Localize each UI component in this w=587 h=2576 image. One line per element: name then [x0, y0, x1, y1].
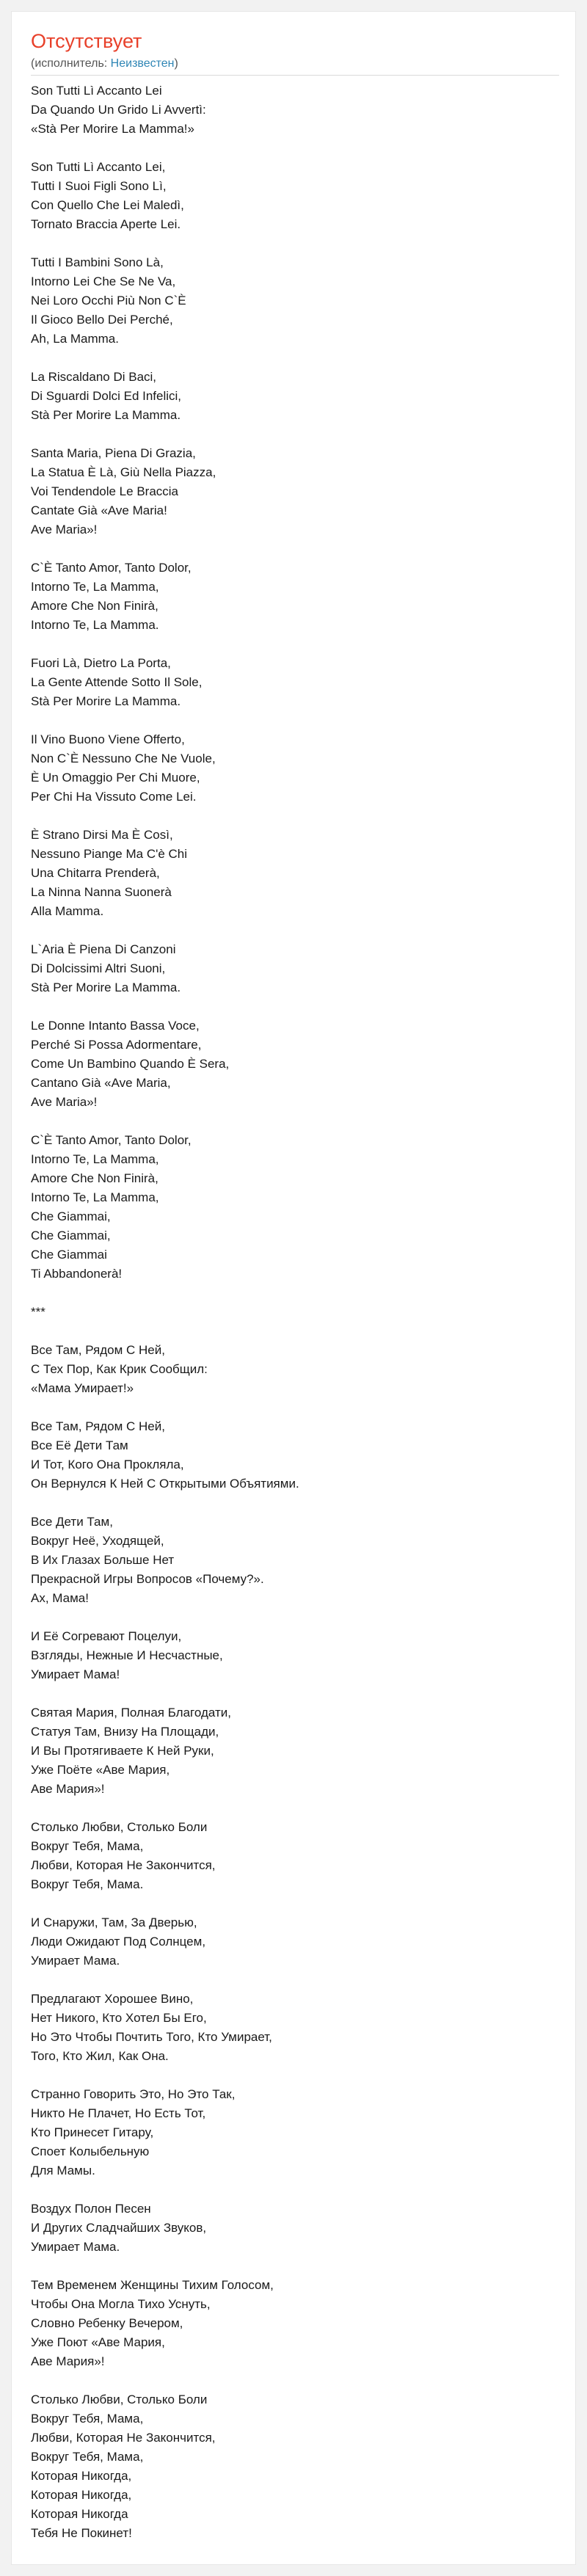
lyric-line: Прекрасной Игры Вопросов «Почему?».: [31, 1572, 264, 1586]
performer-prefix: (исполнитель:: [31, 57, 111, 70]
lyric-line: Alla Mamma.: [31, 904, 104, 918]
lyric-line: Тем Временем Женщины Тихим Голосом,: [31, 2278, 274, 2292]
lyric-line: Ave Maria»!: [31, 523, 98, 536]
stanza-gap: [31, 539, 566, 559]
lyric-line: Nei Loro Occhi Più Non C`È: [31, 294, 186, 308]
stanza-gap: [31, 635, 566, 654]
lyric-line: È Un Omaggio Per Chi Muore,: [31, 771, 200, 785]
lyric-line: Взгляды, Нежные И Несчастные,: [31, 1648, 223, 1662]
lyric-line: Intorno Lei Che Se Ne Va,: [31, 274, 176, 288]
lyric-line: Perché Si Possa Adormentare,: [31, 1038, 202, 1052]
lyric-line: Нет Никого, Кто Хотел Бы Его,: [31, 2011, 207, 2025]
lyric-line: Уже Поёте «Аве Мария,: [31, 1763, 170, 1777]
lyric-line: Уже Поют «Аве Мария,: [31, 2335, 165, 2349]
lyric-line: Вокруг Тебя, Мама,: [31, 2412, 144, 2426]
stanza-gap: [31, 1284, 566, 1303]
lyric-line: В Их Глазах Больше Нет: [31, 1553, 175, 1567]
lyric-line: La Gente Attende Sotto Il Sole,: [31, 675, 203, 689]
lyric-line: Per Chi Ha Vissuto Come Lei.: [31, 790, 197, 804]
lyric-line: Il Vino Buono Viene Offerto,: [31, 732, 185, 746]
lyric-line: Non C`È Nessuno Che Ne Vuole,: [31, 752, 216, 765]
stanza-gap: [31, 1493, 566, 1513]
stanza-gap: [31, 2066, 566, 2085]
lyric-line: Stà Per Morire La Mamma.: [31, 408, 181, 422]
lyric-line: Intorno Te, La Mamma.: [31, 618, 159, 632]
lyric-line: Которая Никогда,: [31, 2488, 132, 2502]
stanza-gap: [31, 921, 566, 940]
lyric-line: Tutti I Bambini Sono Là,: [31, 255, 164, 269]
lyric-line: Того, Кто Жил, Как Она.: [31, 2049, 169, 2063]
lyric-line: Ах, Мама!: [31, 1591, 89, 1605]
lyric-line: Ave Maria»!: [31, 1095, 98, 1109]
lyric-line: Умирает Мама.: [31, 2240, 120, 2254]
lyric-line: Все Дети Там,: [31, 1515, 113, 1529]
stanza-gap: [31, 807, 566, 826]
lyric-line: Fuori Là, Dietro La Porta,: [31, 656, 171, 670]
lyric-line: Святая Мария, Полная Благодати,: [31, 1706, 231, 1720]
lyric-line: C`È Tanto Amor, Tanto Dolor,: [31, 1133, 192, 1147]
lyric-line: И Снаружи, Там, За Дверью,: [31, 1915, 197, 1929]
lyric-line: Con Quello Che Lei Maledì,: [31, 198, 184, 212]
lyric-line: La Ninna Nanna Suonerà: [31, 885, 172, 899]
lyric-line: Come Un Bambino Quando È Sera,: [31, 1057, 230, 1071]
lyric-line: Любви, Которая Не Закончится,: [31, 1858, 216, 1872]
lyric-line: Amore Che Non Finirà,: [31, 599, 158, 613]
lyric-line: Da Quando Un Grido Li Avvertì:: [31, 103, 206, 117]
lyric-line: Stà Per Morire La Mamma.: [31, 694, 181, 708]
lyric-line: И Других Сладчайших Звуков,: [31, 2221, 207, 2235]
lyric-line: Тебя Не Покинет!: [31, 2526, 132, 2540]
lyric-line: Все Там, Рядом С Ней,: [31, 1343, 165, 1357]
lyric-line: Все Её Дети Там: [31, 1438, 128, 1452]
lyric-line: Cantano Già «Ave Maria,: [31, 1076, 171, 1090]
lyric-line: Чтобы Она Могла Тихо Уснуть,: [31, 2297, 211, 2311]
stanza-gap: [31, 2371, 566, 2390]
lyric-line: Вокруг Тебя, Мама.: [31, 1877, 144, 1891]
lyric-line: Tornato Braccia Aperte Lei.: [31, 217, 181, 231]
stanza-gap: [31, 1398, 566, 1417]
lyric-line: Которая Никогда,: [31, 2469, 132, 2483]
lyric-line: С Тех Пор, Как Крик Сообщил:: [31, 1362, 208, 1376]
lyric-line: L`Aria È Piena Di Canzoni: [31, 942, 176, 956]
stanza-gap: [31, 234, 566, 253]
stanza-gap: [31, 1608, 566, 1627]
lyric-line: Вокруг Тебя, Мама,: [31, 1839, 144, 1853]
lyric-line: Воздух Полон Песен: [31, 2202, 151, 2216]
lyric-line: Умирает Мама.: [31, 1954, 120, 1968]
lyric-line: La Statua È Là, Giù Nella Piazza,: [31, 465, 216, 479]
lyric-line: Di Dolcissimi Altri Suoni,: [31, 961, 166, 975]
lyric-line: Che Giammai,: [31, 1209, 111, 1223]
page-card: [11, 11, 576, 2565]
lyric-line: ***: [31, 1305, 45, 1319]
stanza-gap: [31, 997, 566, 1016]
lyric-line: Но Это Чтобы Почтить Того, Кто Умирает,: [31, 2030, 272, 2044]
song-title: Отсутствует: [31, 30, 142, 52]
stanza-gap: [31, 1684, 566, 1703]
stanza-gap: [31, 349, 566, 368]
lyric-line: È Strano Dirsi Ma È Così,: [31, 828, 173, 842]
stanza-gap: [31, 1112, 566, 1131]
lyric-line: La Riscaldano Di Baci,: [31, 370, 157, 384]
lyric-line: Son Tutti Lì Accanto Lei,: [31, 160, 166, 174]
lyric-line: Люди Ожидают Под Солнцем,: [31, 1935, 206, 1949]
stanza-gap: [31, 2180, 566, 2200]
lyric-line: Статуя Там, Внизу На Площади,: [31, 1725, 219, 1739]
lyric-line: Все Там, Рядом С Ней,: [31, 1419, 165, 1433]
stanza-gap: [31, 1971, 566, 1990]
lyric-line: Tutti I Suoi Figli Sono Lì,: [31, 179, 167, 193]
stanza-gap: [31, 425, 566, 444]
performer-line: [31, 57, 178, 71]
stanza-gap: [31, 711, 566, 730]
lyric-line: Он Вернулся К Ней С Открытыми Объятиями.: [31, 1477, 299, 1491]
stanza-gap: [31, 1322, 566, 1341]
lyric-line: Voi Tendendole Le Braccia: [31, 484, 179, 498]
lyric-line: «Stà Per Morire La Mamma!»: [31, 122, 194, 136]
lyric-line: Кто Принесет Гитару,: [31, 2125, 154, 2139]
lyric-line: Вокруг Тебя, Мама,: [31, 2450, 144, 2464]
lyric-line: Предлагают Хорошее Вино,: [31, 1992, 194, 2006]
lyric-line: Вокруг Неё, Уходящей,: [31, 1534, 164, 1548]
lyric-line: Столько Любви, Столько Боли: [31, 2393, 208, 2406]
lyric-line: Son Tutti Lì Accanto Lei: [31, 84, 162, 98]
lyric-line: Cantate Già «Ave Maria!: [31, 503, 167, 517]
lyric-line: Ah, La Mamma.: [31, 332, 119, 346]
lyric-line: Stà Per Morire La Mamma.: [31, 980, 181, 994]
lyric-line: И Её Согревают Поцелуи,: [31, 1629, 182, 1643]
title-divider: [31, 75, 559, 76]
lyric-line: Di Sguardi Dolci Ed Infelici,: [31, 389, 182, 403]
lyrics-text: [31, 81, 566, 2543]
lyric-line: Споет Колыбельную: [31, 2144, 150, 2158]
lyric-line: Для Мамы.: [31, 2164, 95, 2177]
lyric-line: И Тот, Кого Она Прокляла,: [31, 1458, 184, 1471]
lyric-line: Ti Abbandonerà!: [31, 1267, 123, 1281]
lyric-line: Che Giammai: [31, 1248, 107, 1262]
lyric-line: Словно Ребенку Вечером,: [31, 2316, 183, 2330]
lyric-line: C`È Tanto Amor, Tanto Dolor,: [31, 561, 192, 575]
lyric-line: Аве Мария»!: [31, 1782, 105, 1796]
lyric-line: И Вы Протягиваете К Ней Руки,: [31, 1744, 214, 1758]
lyric-line: Аве Мария»!: [31, 2354, 105, 2368]
lyric-line: Intorno Te, La Mamma,: [31, 1190, 159, 1204]
lyric-line: Столько Любви, Столько Боли: [31, 1820, 208, 1834]
lyric-line: Умирает Мама!: [31, 1667, 120, 1681]
performer-suffix: ): [174, 57, 178, 70]
lyric-line: Странно Говорить Это, Но Это Так,: [31, 2087, 236, 2101]
lyric-line: Che Giammai,: [31, 1229, 111, 1242]
stanza-gap: [31, 139, 566, 158]
lyric-line: Никто Не Плачет, Но Есть Тот,: [31, 2106, 206, 2120]
stanza-gap: [31, 1799, 566, 1818]
lyric-line: Intorno Te, La Mamma,: [31, 1152, 159, 1166]
lyric-line: Любви, Которая Не Закончится,: [31, 2431, 216, 2445]
lyric-line: Amore Che Non Finirà,: [31, 1171, 158, 1185]
stanza-gap: [31, 2257, 566, 2276]
stanza-gap: [31, 1894, 566, 1913]
lyric-line: Il Gioco Bello Dei Perché,: [31, 313, 173, 327]
lyric-line: Которая Никогда: [31, 2507, 128, 2521]
lyric-line: Nessuno Piange Ma C'è Chi: [31, 847, 188, 861]
lyric-line: Le Donne Intanto Bassa Voce,: [31, 1019, 200, 1033]
performer-link[interactable]: Неизвестен: [110, 57, 175, 70]
lyric-line: Una Chitarra Prenderà,: [31, 866, 160, 880]
lyric-line: Intorno Te, La Mamma,: [31, 580, 159, 594]
lyric-line: Santa Maria, Piena Di Grazia,: [31, 446, 196, 460]
lyric-line: «Мама Умирает!»: [31, 1381, 134, 1395]
